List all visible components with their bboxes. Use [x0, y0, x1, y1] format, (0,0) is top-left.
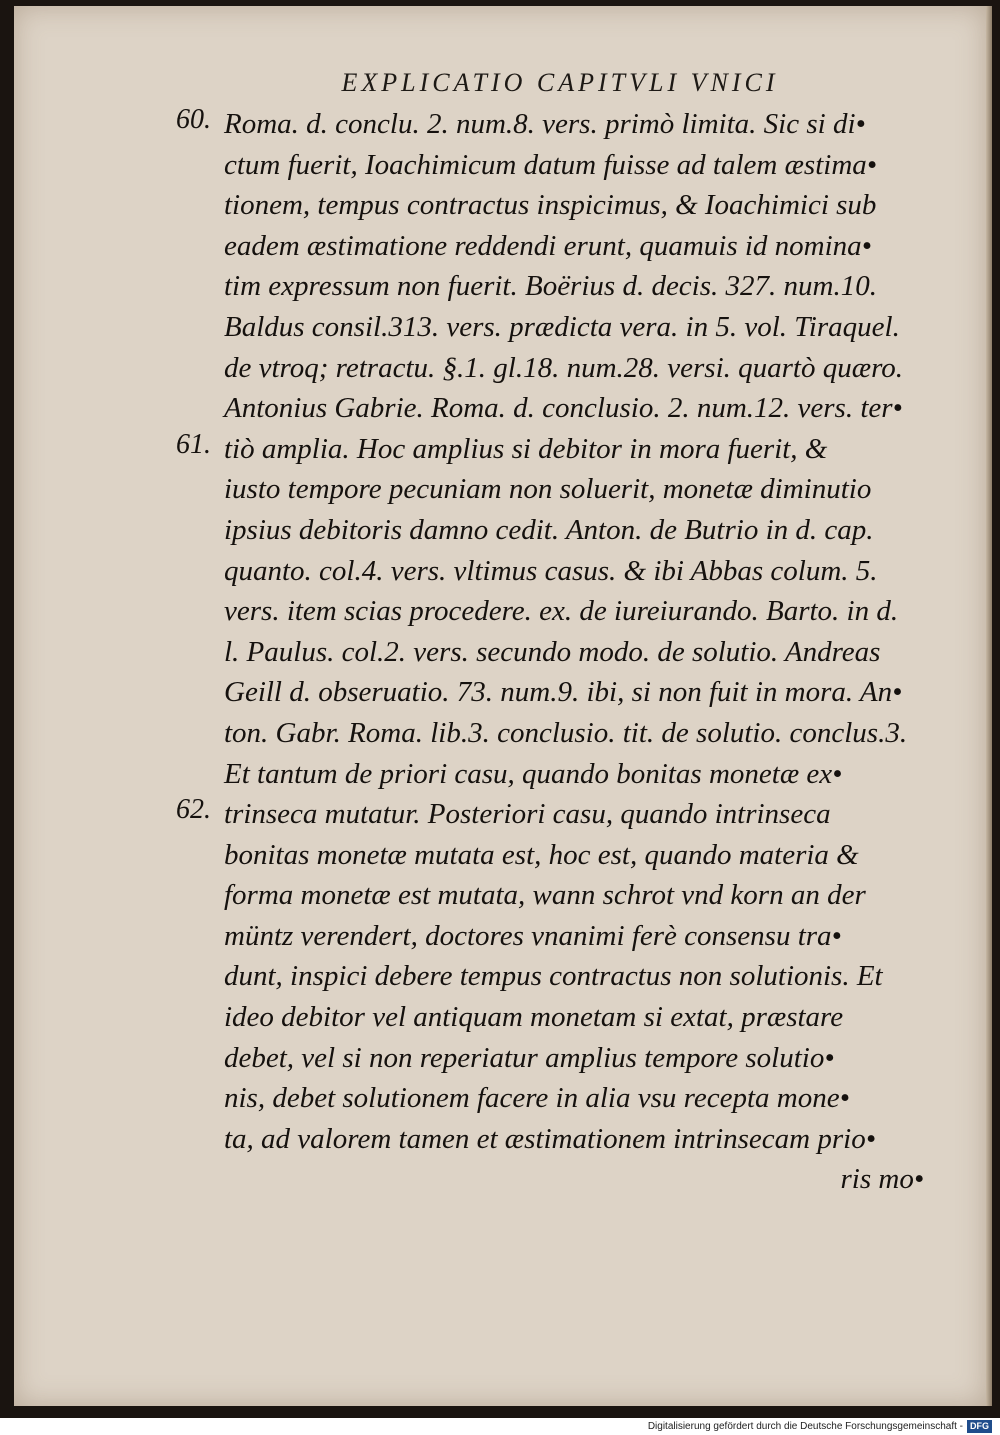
text-line: Antonius Gabrie. Roma. d. conclusio. 2. num.12. vers. ter•	[224, 392, 903, 425]
text-line: Geill d. obseruatio. 73. num.9. ibi, si non fuit in mora. An•	[224, 676, 903, 709]
text-line: bonitas monetæ mutata est, hoc est, quando materia &	[224, 838, 859, 871]
running-header: EXPLICATIO CAPITVLI VNICI	[341, 68, 779, 97]
text-line: tiò amplia. Hoc amplius si debitor in mora fuerit, &	[224, 432, 828, 465]
text-line: ton. Gabr. Roma. lib.3. conclusio. tit. de solutio. conclus.3.	[224, 716, 908, 749]
text-line: debet, vel si non reperiatur amplius tempore solutio•	[224, 1041, 835, 1074]
text-line: tim expressum non fuerit. Boërius d. decis. 327. num.10.	[224, 270, 877, 303]
margin-number-61: 61.	[176, 429, 211, 460]
text-line: forma monetæ est mutata, wann schrot vnd korn an der	[224, 879, 866, 912]
text-line: nis, debet solutionem facere in alia vsu recepta mone•	[224, 1082, 850, 1115]
text-line: ideo debitor vel antiquam monetam si extat, præstare	[224, 1001, 844, 1034]
digitization-credit	[648, 1418, 992, 1435]
text-line: quanto. col.4. vers. vltimus casus. & ibi Abbas colum. 5.	[224, 554, 878, 587]
page-edge	[986, 6, 992, 1406]
text-line: ta, ad valorem tamen et æstimationem intrinsecam prio•	[224, 1122, 876, 1155]
text-line: Roma. d. conclu. 2. num.8. vers. primò limita. Sic si di•	[224, 108, 866, 140]
text-line: ipsius debitoris damno cedit. Anton. de Butrio in d. cap.	[224, 513, 874, 546]
credit-text: Digitalisierung gefördert durch die Deutsche Forschungsgemeinschaft -	[647, 1421, 963, 1432]
text-line: trinseca mutatur. Posteriori casu, quando intrinseca	[224, 798, 831, 831]
text-line: eadem æstimatione reddendi erunt, quamuis id nomina•	[224, 229, 872, 262]
text-line: dunt, inspici debere tempus contractus non solutionis. Et	[224, 960, 883, 993]
text-line: vers. item scias procedere. ex. de iureiurando. Barto. in d.	[224, 595, 899, 628]
text-line: Baldus consil.313. vers. prædicta vera. in 5. vol. Tiraquel.	[224, 310, 900, 343]
text-line: tionem, tempus contractus inspicimus, & Ioachimici sub	[224, 189, 877, 222]
text-line: de vtroq; retractu. §.1. gl.18. num.28. versi. quartò quæro.	[224, 351, 904, 384]
text-line: Et tantum de priori casu, quando bonitas monetæ ex•	[224, 757, 843, 790]
body-text	[224, 104, 924, 1200]
margin-number-60: 60.	[176, 104, 211, 135]
text-line: l. Paulus. col.2. vers. secundo modo. de solutio. Andreas	[224, 635, 881, 668]
text-line: müntz verendert, doctores vnanimi ferè consensu tra•	[224, 919, 842, 952]
dfg-logo: DFG	[967, 1420, 992, 1433]
margin-number-62: 62.	[176, 794, 211, 825]
text-line: iusto tempore pecuniam non soluerit, monetæ diminutio	[224, 473, 872, 506]
text-line: ctum fuerit, Ioachimicum datum fuisse ad talem æstima•	[224, 148, 877, 181]
catchword-line: ris mo•	[840, 1163, 924, 1196]
